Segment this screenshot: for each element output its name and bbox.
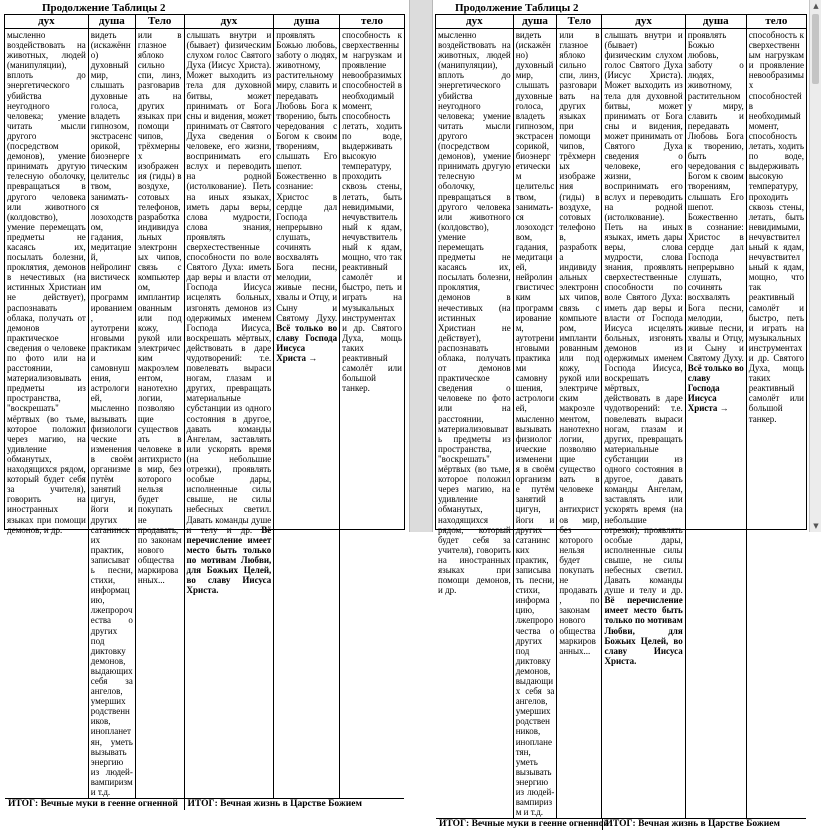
- table-heading-copy: Продолжение Таблицы 2: [455, 2, 579, 14]
- document-page-right: [433, 0, 809, 830]
- cell-spirit-holy-bold: Вё перечисление имеет место быть только по мотивам Любви, для Божьих Целей, во славу Иисуса Христа.: [604, 595, 683, 666]
- vertical-scrollbar[interactable]: [809, 0, 821, 532]
- page-gutter: [409, 0, 433, 532]
- table-body-row: [5, 29, 404, 798]
- table-header-row: [5, 15, 404, 29]
- table-footer-row: [5, 798, 404, 810]
- header-soul: душа: [514, 15, 558, 28]
- footer-result-right: ИТОГ: Вечная жизнь в Царстве Божием: [605, 819, 780, 830]
- header-soul: душа: [89, 15, 136, 28]
- cell-spirit-holy-text: слышать внутри и (бывает) физическим слухом голос Святого Духа (Иисус Христа). Может выходить из тела для духовной битвы, может принимать от Бога сны и видения, может принимать от Святого Духа сведения о человеке, его жизни, воспринимать его вслух и переводить на родной (истолкование). Петь на иных языках, иметь дары веры, слова мудрости, слова знания, проявлять сверхестественные способности по воле Святого Духа: иметь дар веры и власти от Господа Иисуса исцелять больных, изгонять демонов из одержимых именем Господа Иисуса, воскрешать мёртвых, действовать в даре чудотворений: т.е. повелевать выраси ногам, глазам и других, превращать материальные субстанции из одного состояния в другое, давать команды Ангелам, заставлять или ускорять время (на небольшие отрезки), проявлять особые дары, исполненные силы свыше, не силы небесных светил. Давать команды душе и телу и др.: [186, 30, 272, 535]
- header-body-2: тело: [361, 15, 384, 27]
- table-body-row: [436, 29, 806, 818]
- table-footer-row: [436, 818, 806, 830]
- cell-spirit-holy-text: слышать внутри и (бывает) физическим слухом голос Святого Духа (Иисус Христа). Может выходить из тела для духовной битвы, может принимать от Бога сны и видения, может принимать от Святого Духа сведения о человеке, его жизни, воспринимать его вслух и переводить на родной (истолкование). Петь на иных языках, иметь дары веры, слова мудрости, слова знания, проявлять сверхестественные способности по воле Святого Духа: иметь дар веры и власти от Господа Иисуса исцелять больных, изгонять демонов из одержимых именем Господа Иисуса, воскрешать мёртвых, действовать в даре чудотворений: т.е. повелевать выраси ногам, глазам и других, превращать материальные субстанции из одного состояния в другое, давать команды Ангелам, заставлять или ускорять время (на небольшие отрезки), проявлять особые дары, исполненные силы свыше, не силы небесных светил. Давать команды душе и телу и др.: [604, 30, 683, 596]
- cell-spirit-holy: [185, 29, 275, 798]
- cell-body-holy: способность к сверхественным нагрузкам и проявление невообразимых способностей в необходимый момент, способность летать, ходить по воде, выдерживать высокую температуру, проходить сквозь стены, летать, быть невидимыми, нечувствительный к ядам, нечувствительный к ядам, мощно, что так реактивный самолёт и быстро, петь и играть на музыкальных инструментах и др. Святого Духа, мощь таких реактивный самолёт или большой танкер.: [342, 30, 402, 394]
- footer-result-left: ИТОГ: Вечные муки в геенне огненной: [436, 819, 603, 830]
- spiritual-table: [4, 14, 405, 810]
- header-spirit: дух: [5, 15, 89, 28]
- header-spirit: дух: [436, 15, 514, 28]
- header-body: Тело: [136, 15, 185, 28]
- document-page-left: [0, 0, 409, 810]
- cell-body-holy: способность к сверхественным нагрузкам и проявление невообразимых способностей в необходимый момент, способность летать, ходить по воде, выдерживать высокую температуру, проходить сквозь стены, летать, быть невидимыми, нечувствительный к ядам, нечувствительный к ядам, мощно, что так реактивный самолёт и быстро, петь и играть на музыкальных инструментах и др. Святого Духа, мощь таких реактивный самолёт или большой танкер.: [748, 30, 804, 424]
- header-spirit-2: дух: [185, 15, 275, 28]
- cell-soul-holy: [686, 29, 747, 818]
- cell-spirit-holy: [602, 29, 685, 818]
- header-body: Тело: [557, 15, 602, 28]
- scroll-up-icon[interactable]: ▲: [813, 2, 819, 10]
- scroll-thumb[interactable]: [812, 14, 819, 84]
- table-header-row: [436, 15, 806, 29]
- table-heading: Продолжение Таблицы 2: [42, 2, 166, 14]
- header-body-2: тело: [765, 15, 788, 27]
- cell-soul-dark: видеть (искажённо) духовный мир, слышать духовные голоса, владеть гипнозом, экстрасенсорикой, биоэнергетическим целительством, занимать-ся лозоходством, гадания, медитацией, нейролингвистическим программированием, аутотренинговыми практиками самовнушения, астрологией, мысленно вызывать физиологические изменения в своём организме путём занятий цигун, йоги и других сатанинских практик, записывать песни, стихи, информацию, лжепророчества о других под диктовку демонов, выдающих себя за ангелов, умерших родственников, инопланетян, уметь вызывать энергию из людей-вампиризм и т.д.: [514, 29, 558, 818]
- cell-spirit-holy-bold: Вё перечисление имеет место быть только по мотивам Любви, для Божьих Целей, во славу Иисуса Христа.: [186, 524, 272, 596]
- header-soul-2: душа: [274, 15, 340, 28]
- spiritual-table-copy: [435, 14, 807, 830]
- cell-spirit-dark: мысленно воздействовать на животных, людей (манипуляции), вплоть до энергетического убийства неугодного человека; умение читать мысли другого (посредством демонов), умение принимать другую телесную оболочку, превращаться в другого человека или животного (колдовство), умение перемещать предметы не касаясь их, посылать болезни, проклятия, демонов в нечестивых (на истинных Христиан не действует), распознавать облака, получать от демонов практическое сведения о человеке по фото или на расстоянии, материализовывать предметы из пространства, "воскрешать" мёртвых (во тьме, которое положил через магию, на удивление обманутых, находящихся рядом, который будет себя за учителя), говорить на иностранных языках при помощи демонов, и др.: [5, 29, 89, 798]
- cell-spirit-dark: мысленно воздействовать на животных, людей (манипуляции), вплоть до энергетического убийства неугодного человека; умение читать мысли другого (посредством демонов), умение принимать другую телесную оболочку, превращаться в другого человека или животного (колдовство), умение перемещать предметы не касаясь их, посылать болезни, проклятия, демонов в нечестивых (на истинных Христиан не действует), распознавать облака, получать от демонов практическое сведения о человеке по фото или на расстоянии, материализовывать предметы из пространства, "воскрешать" мёртвых (во тьме, которое положил через магию, на удивление обманутых, находящихся рядом, который будет себя за учителя), говорить на иностранных языках при помощи демонов, и др.: [436, 29, 514, 818]
- cell-soul-holy-bold: Всё только во славу Господа Иисуса Христа →: [276, 322, 338, 363]
- cell-soul-dark: видеть (искажённо) духовный мир, слышать духовные голоса, владеть гипнозом, экстрасенсорикой, биоэнергетическим целительством, занимать-ся лозоходством, гадания, медитацией, нейролингвистическим программированием, аутотренинговыми практиками самовнушения, астрологией, мысленно вызывать физиологические изменения в своём организме путём занятий цигун, йоги и других сатанинских практик, записывать песни, стихи, информацию, лжепророчества о других под диктовку демонов, выдающих себя за ангелов, умерших родственников, инопланетян, уметь вызывать энергию из людей-вампиризм и т.д.: [89, 29, 136, 798]
- header-soul-2: душа: [686, 15, 747, 28]
- cell-soul-holy-bold: Всё только во славу Господа Иисуса Христа →: [687, 363, 744, 414]
- footer-result-left: ИТОГ: Вечные муки в геенне огненной: [5, 799, 185, 810]
- scroll-down-icon[interactable]: ▼: [813, 522, 819, 530]
- cell-soul-holy-text: проявлять Божью любовь, заботу о людях, животному, растительному миру, славить и передавать Любовь Бога к творению, быть чередования с Богом к своим творениям, слышать Его шепот. Божественно в сознание: Христос в сердце дал Господа непрерывно слушать, сочинять восхвалять Бога песни, мелодии, живые песни, хвалы и Отцу, и Сыну и Святому Духу.: [276, 30, 338, 323]
- cell-soul-holy-text: проявлять Божью любовь, заботу о людях, животному, растительному миру, славить и передавать Любовь Бога к творению, быть чередования с Богом к своим творениям, слышать Его шепот. Божественно в сознание: Христос в сердце дал Господа непрерывно слушать, сочинять восхвалять Бога песни, мелодии, живые песни, хвалы и Отцу, и Сыну и Святому Духу.: [687, 30, 744, 363]
- cell-body-dark: или в глазное яблоко сильно спи, линз, разговаривать на других языках при помощи чипов, трёхмерных изображения (гиды) в воздухе, сотовых телефонов, разработка индивидуальных электронных чипов, связь с компьютером, имплантированным или под кожу, рукой или электрическим макроэлементом, нанотехнологии, позволяющие существовать в человеке в антихристов мир, без которого нельзя будет покупать не продавать, по законам нового общества маркированных...: [136, 29, 185, 798]
- cell-soul-holy: [274, 29, 340, 798]
- cell-body-dark: или в глазное яблоко сильно спи, линз, разговаривать на других языках при помощи чипов, трёхмерных изображения (гиды) в воздухе, сотовых телефонов, разработка индивидуальных электронных чипов, связь с компьютером, имплантированным или под кожу, рукой или электрическим макроэлементом, нанотехнологии, позволяющие существовать в человеке в антихристов мир, без которого нельзя будет покупать не продавать, по законам нового общества маркированных...: [557, 29, 602, 818]
- footer-result-right: ИТОГ: Вечная жизнь в Царстве Божием: [187, 799, 362, 810]
- header-spirit-2: дух: [602, 15, 685, 28]
